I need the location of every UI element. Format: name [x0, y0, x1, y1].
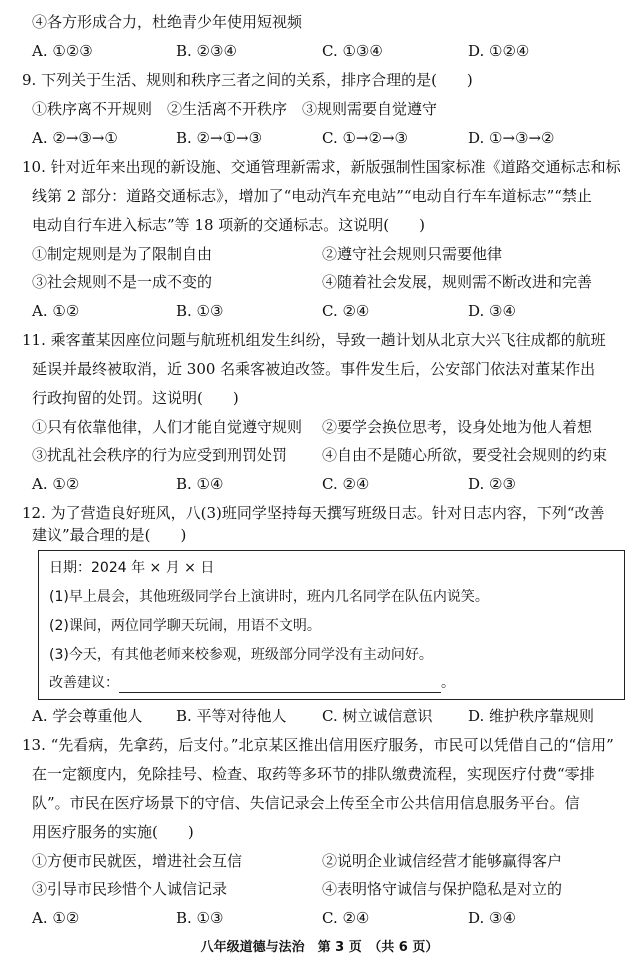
q9-stem: 9. 下列关于生活、规则和秩序三者之间的关系，排序合理的是( ): [22, 71, 473, 89]
q12-option-c: C. 树立诚信意识: [322, 707, 433, 725]
q11-stem-line-2: 延误并最终被取消，近 300 名乘客被迫改签。事件发生后，公安部门依法对董某作出: [32, 360, 596, 378]
q10-option-b: B. ①③: [176, 302, 224, 320]
class-log-box: [38, 550, 625, 700]
q13-item-2: ②说明企业诚信经营才能够赢得客户: [322, 852, 563, 870]
page-footer: 八年级道德与法治 第 3 页 （共 6 页）: [200, 940, 439, 955]
q13-stem-line-2: 在一定额度内，免除挂号、检查、取药等多环节的排队缴费流程，实现医疗付费“零排: [32, 765, 595, 783]
q12-option-a: A. 学会尊重他人: [32, 707, 143, 725]
log-date: 日期：2024 年 × 月 × 日: [49, 560, 215, 576]
q10-stem-line-3: 电动自行车进入标志”等 18 项新的交通标志。这说明( ): [32, 216, 425, 234]
q11-stem-line-3: 行政拘留的处罚。这说明( ): [32, 389, 239, 407]
q11-item-4: ④自由不是随心所欲，要受社会规则的约束: [322, 446, 608, 464]
suggestion-blank-line: [119, 677, 441, 693]
log-suggestion-row: [49, 673, 455, 693]
q10-option-a: A. ①②: [32, 302, 80, 320]
q10-item-2: ②遵守社会规则只需要他律: [322, 245, 503, 263]
q11-option-c: C. ②④: [322, 475, 370, 493]
q11-option-a: A. ①②: [32, 475, 80, 493]
q13-item-3: ③引导市民珍惜个人诚信记录: [32, 880, 228, 898]
log-suggestion-end: 。: [441, 675, 455, 691]
q13-option-b: B. ①③: [176, 909, 224, 927]
q10-item-4: ④随着社会发展，规则需不断改进和完善: [322, 273, 593, 291]
q13-item-1: ①方便市民就医，增进社会互信: [32, 852, 243, 870]
prev-option-c: C. ①③④: [322, 42, 383, 60]
q13-item-4: ④表明恪守诚信与保护隐私是对立的: [322, 880, 563, 898]
prev-item-4: ④各方形成合力，杜绝青少年使用短视频: [32, 13, 303, 31]
q10-stem-line-1: 10. 针对近年来出现的新设施、交通管理新需求，新版强制性国家标准《道路交通标志和标: [22, 158, 621, 176]
q9-items: ①秩序离不开规则 ②生活离不开秩序 ③规则需要自觉遵守: [32, 100, 438, 118]
q9-option-c: C. ①→②→③: [322, 129, 408, 147]
q9-option-d: D. ①→③→②: [468, 129, 555, 147]
prev-option-a: A. ①②③: [32, 42, 93, 60]
q10-item-3: ③社会规则不是一成不变的: [32, 273, 213, 291]
q13-stem-line-3: 队”。市民在医疗场景下的守信、失信记录会上传至全市公共信用信息服务平台。信: [32, 794, 580, 812]
q12-option-b: B. 平等对待他人: [176, 707, 287, 725]
log-suggestion-label: 改善建议：: [49, 675, 119, 691]
q12-option-d: D. 维护秩序靠规则: [468, 707, 595, 725]
q11-item-1: ①只有依靠他律，人们才能自觉遵守规则: [32, 418, 303, 436]
log-entry-1: (1)早上晨会，其他班级同学台上演讲时，班内几名同学在队伍内说笑。: [49, 589, 489, 605]
q13-stem-line-4: 用医疗服务的实施( ): [32, 823, 194, 841]
q9-option-b: B. ②→①→③: [176, 129, 263, 147]
log-entry-3: (3)今天，有其他老师来校参观，班级部分同学没有主动问好。: [49, 647, 433, 663]
q9-option-a: A. ②→③→①: [32, 129, 118, 147]
q12-stem-line-2: 建议”最合理的是( ): [32, 526, 187, 544]
q11-item-3: ③扰乱社会秩序的行为应受到刑罚处罚: [32, 446, 288, 464]
q13-option-c: C. ②④: [322, 909, 370, 927]
q12-stem-line-1: 12. 为了营造良好班风，八(3)班同学坚持每天撰写班级日志。针对日志内容，下列“改善: [22, 504, 605, 522]
log-entry-2: (2)课间，两位同学聊天玩闹，用语不文明。: [49, 618, 321, 634]
q11-option-b: B. ①④: [176, 475, 224, 493]
q10-option-c: C. ②④: [322, 302, 370, 320]
q11-option-d: D. ②③: [468, 475, 516, 493]
q11-item-2: ②要学会换位思考，设身处地为他人着想: [322, 418, 593, 436]
q11-stem-line-1: 11. 乘客董某因座位问题与航班机组发生纠纷，导致一趟计划从北京大兴飞往成都的航班: [22, 331, 606, 349]
prev-option-b: B. ②③④: [176, 42, 237, 60]
q10-stem-line-2: 线第 2 部分：道路交通标志》，增加了“电动汽车充电站”“电动自行车车道标志”“禁止: [32, 187, 592, 205]
q13-stem-line-1: 13. “先看病，先拿药，后支付。”北京某区推出信用医疗服务，市民可以凭借自己的“信用”: [22, 736, 614, 754]
q13-option-a: A. ①②: [32, 909, 80, 927]
q10-item-1: ①制定规则是为了限制自由: [32, 245, 213, 263]
prev-option-d: D. ①②④: [468, 42, 530, 60]
q10-option-d: D. ③④: [468, 302, 516, 320]
q13-option-d: D. ③④: [468, 909, 516, 927]
